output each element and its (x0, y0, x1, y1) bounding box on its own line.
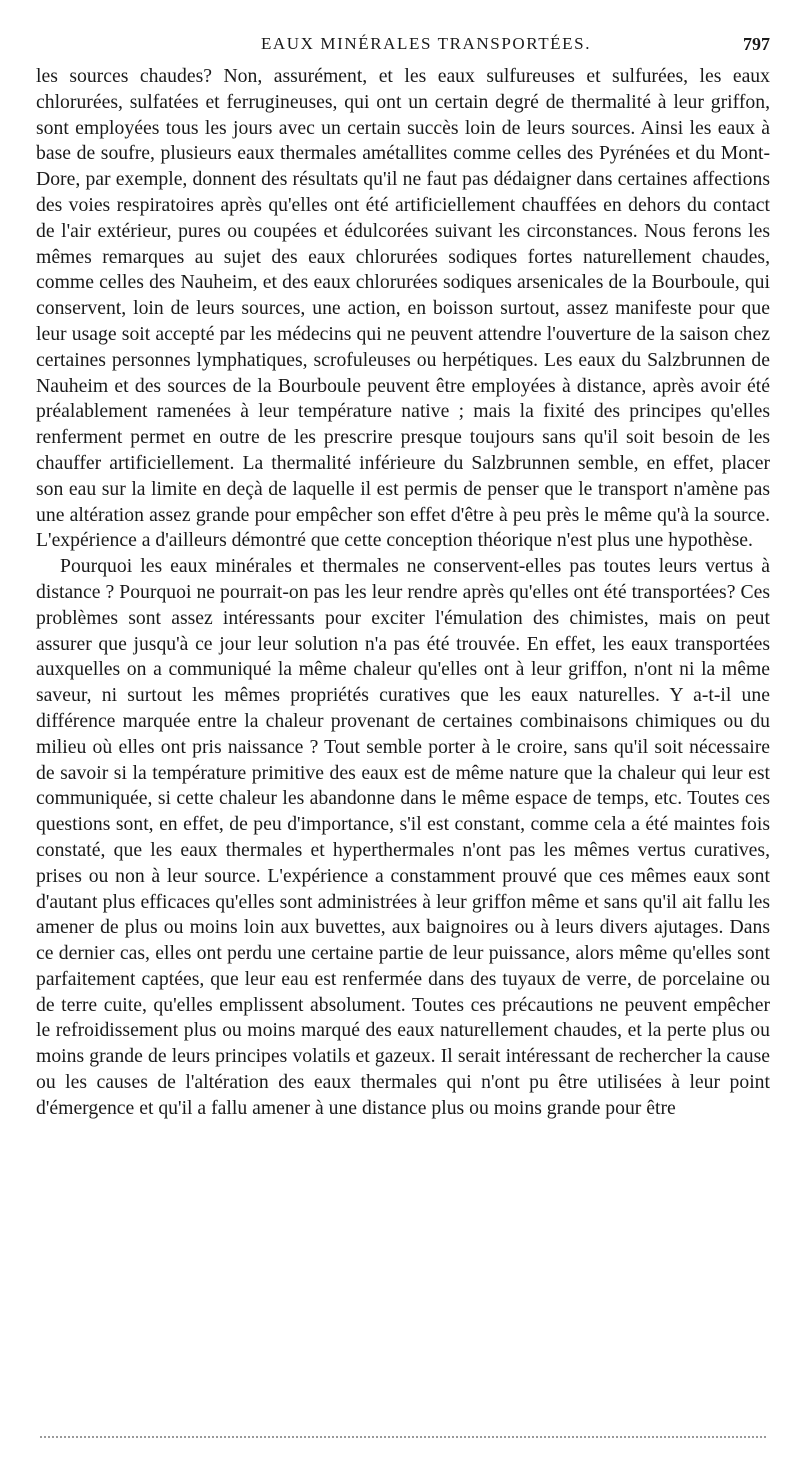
footer-rule (40, 1436, 766, 1438)
running-title: EAUX MINÉRALES TRANSPORTÉES. (260, 34, 592, 53)
book-page (36, 34, 770, 1122)
paragraph: Pourquoi les eaux minérales et thermales ne conservent-elles pas toutes leurs vertus à distance ? Pourquoi ne pourrait-on pas les leur rendre après qu'elles ont été transportées? Ces problèmes sont assez intéressants pour exciter l'émulation des chimistes, mais on peut assurer que jusqu'à ce jour leur solution n'a pas été trouvée. En effet, les eaux transportées auxquelles on a communiqué la même chaleur qu'elles ont à leur griffon, n'ont ni la même saveur, ni surtout les mêmes propriétés curatives que les eaux naturelles. Y a-t-il une différence marquée entre la chaleur provenant de certaines combinaisons chimiques ou du milieu où elles ont pris naissance ? Tout semble porter à le croire, sans qu'il soit nécessaire de savoir si la température primitive des eaux est de même nature que la chaleur qui leur est communiquée, si cette chaleur les abandonne dans le même espace de temps, etc. Toutes ces questions sont, en effet, de peu d'importance, s'il est constant, comme cela a été maintes fois constaté, que les eaux thermales et hyperthermales n'ont pas les mêmes vertus curatives, prises ou non à leur source. L'expérience a constamment prouvé que ces mêmes eaux sont d'autant plus efficaces qu'elles sont administrées à leur griffon même et sans qu'il ait fallu les amener de plus ou moins loin aux buvettes, aux baignoires ou à leurs divers ajutages. Dans ce dernier cas, elles ont perdu une certaine partie de leur puissance, alors même qu'elles sont parfaitement captées, que leur eau est renfermée dans des tuyaux de verre, de porcelaine ou de terre cuite, qu'elles emplissent absolument. Toutes ces précautions ne peuvent empêcher le refroidissement plus ou moins marqué des eaux naturellement chaudes, et la perte plus ou moins grande de leurs principes volatils et gazeux. Il serait intéressant de rechercher la cause ou les causes de l'altération des eaux thermales qui n'ont pu être utilisées à leur point d'émergence et qu'il a fallu amener à une distance plus ou moins grande pour être (36, 555, 770, 1119)
running-head (36, 34, 770, 58)
paragraph-continued: les sources chaudes? Non, assurément, et les eaux sulfureuses et sulfurées, les eaux chlorurées, sulfatées et ferrugineuses, qui ont un certain degré de thermalité à leur griffon, sont employées tous les jours avec un certain succès loin de leurs sources. Ainsi les eaux à base de soufre, plusieurs eaux thermales amétallites comme celles des Pyrénées et du Mont-Dore, par exemple, donnent des résultats qu'il ne faut pas dédaigner dans certaines affections des voies respiratoires après qu'elles ont été artificiellement chauffées en dehors du contact de l'air extérieur, pures ou coupées et édulcorées suivant les circonstances. Nous ferons les mêmes remarques au sujet des eaux chlorurées sodiques fortes naturellement chaudes, comme celles des Nauheim, et des eaux chlorurées sodiques arsenicales de la Bourboule, qui conservent, loin de leurs sources, une action, en boisson surtout, assez manifeste pour que leur usage soit accepté par les médecins qui ne peuvent attendre l'ouverture de la saison chez certaines personnes lymphatiques, scrofuleuses ou herpétiques. Les eaux du Salzbrunnen de Nauheim et des sources de la Bourboule peuvent être employées à distance, après avoir été préalablement ramenées à leur température native ; mais la fixité des principes qu'elles renferment permet en outre de les prescrire presque toujours sans qu'il soit besoin de les chauffer artificiellement. La thermalité inférieure du Salzbrunnen semble, en effet, placer son eau sur la limite en deçà de laquelle il est permis de penser que le transport n'amène pas une altération assez grande pour empêcher son effet d'être à peu près le même qu'à la source. L'expérience a d'ailleurs démontré que cette conception théorique n'est plus une hypothèse. (36, 65, 770, 552)
body-text (36, 64, 770, 1122)
page-number: 797 (743, 34, 770, 54)
